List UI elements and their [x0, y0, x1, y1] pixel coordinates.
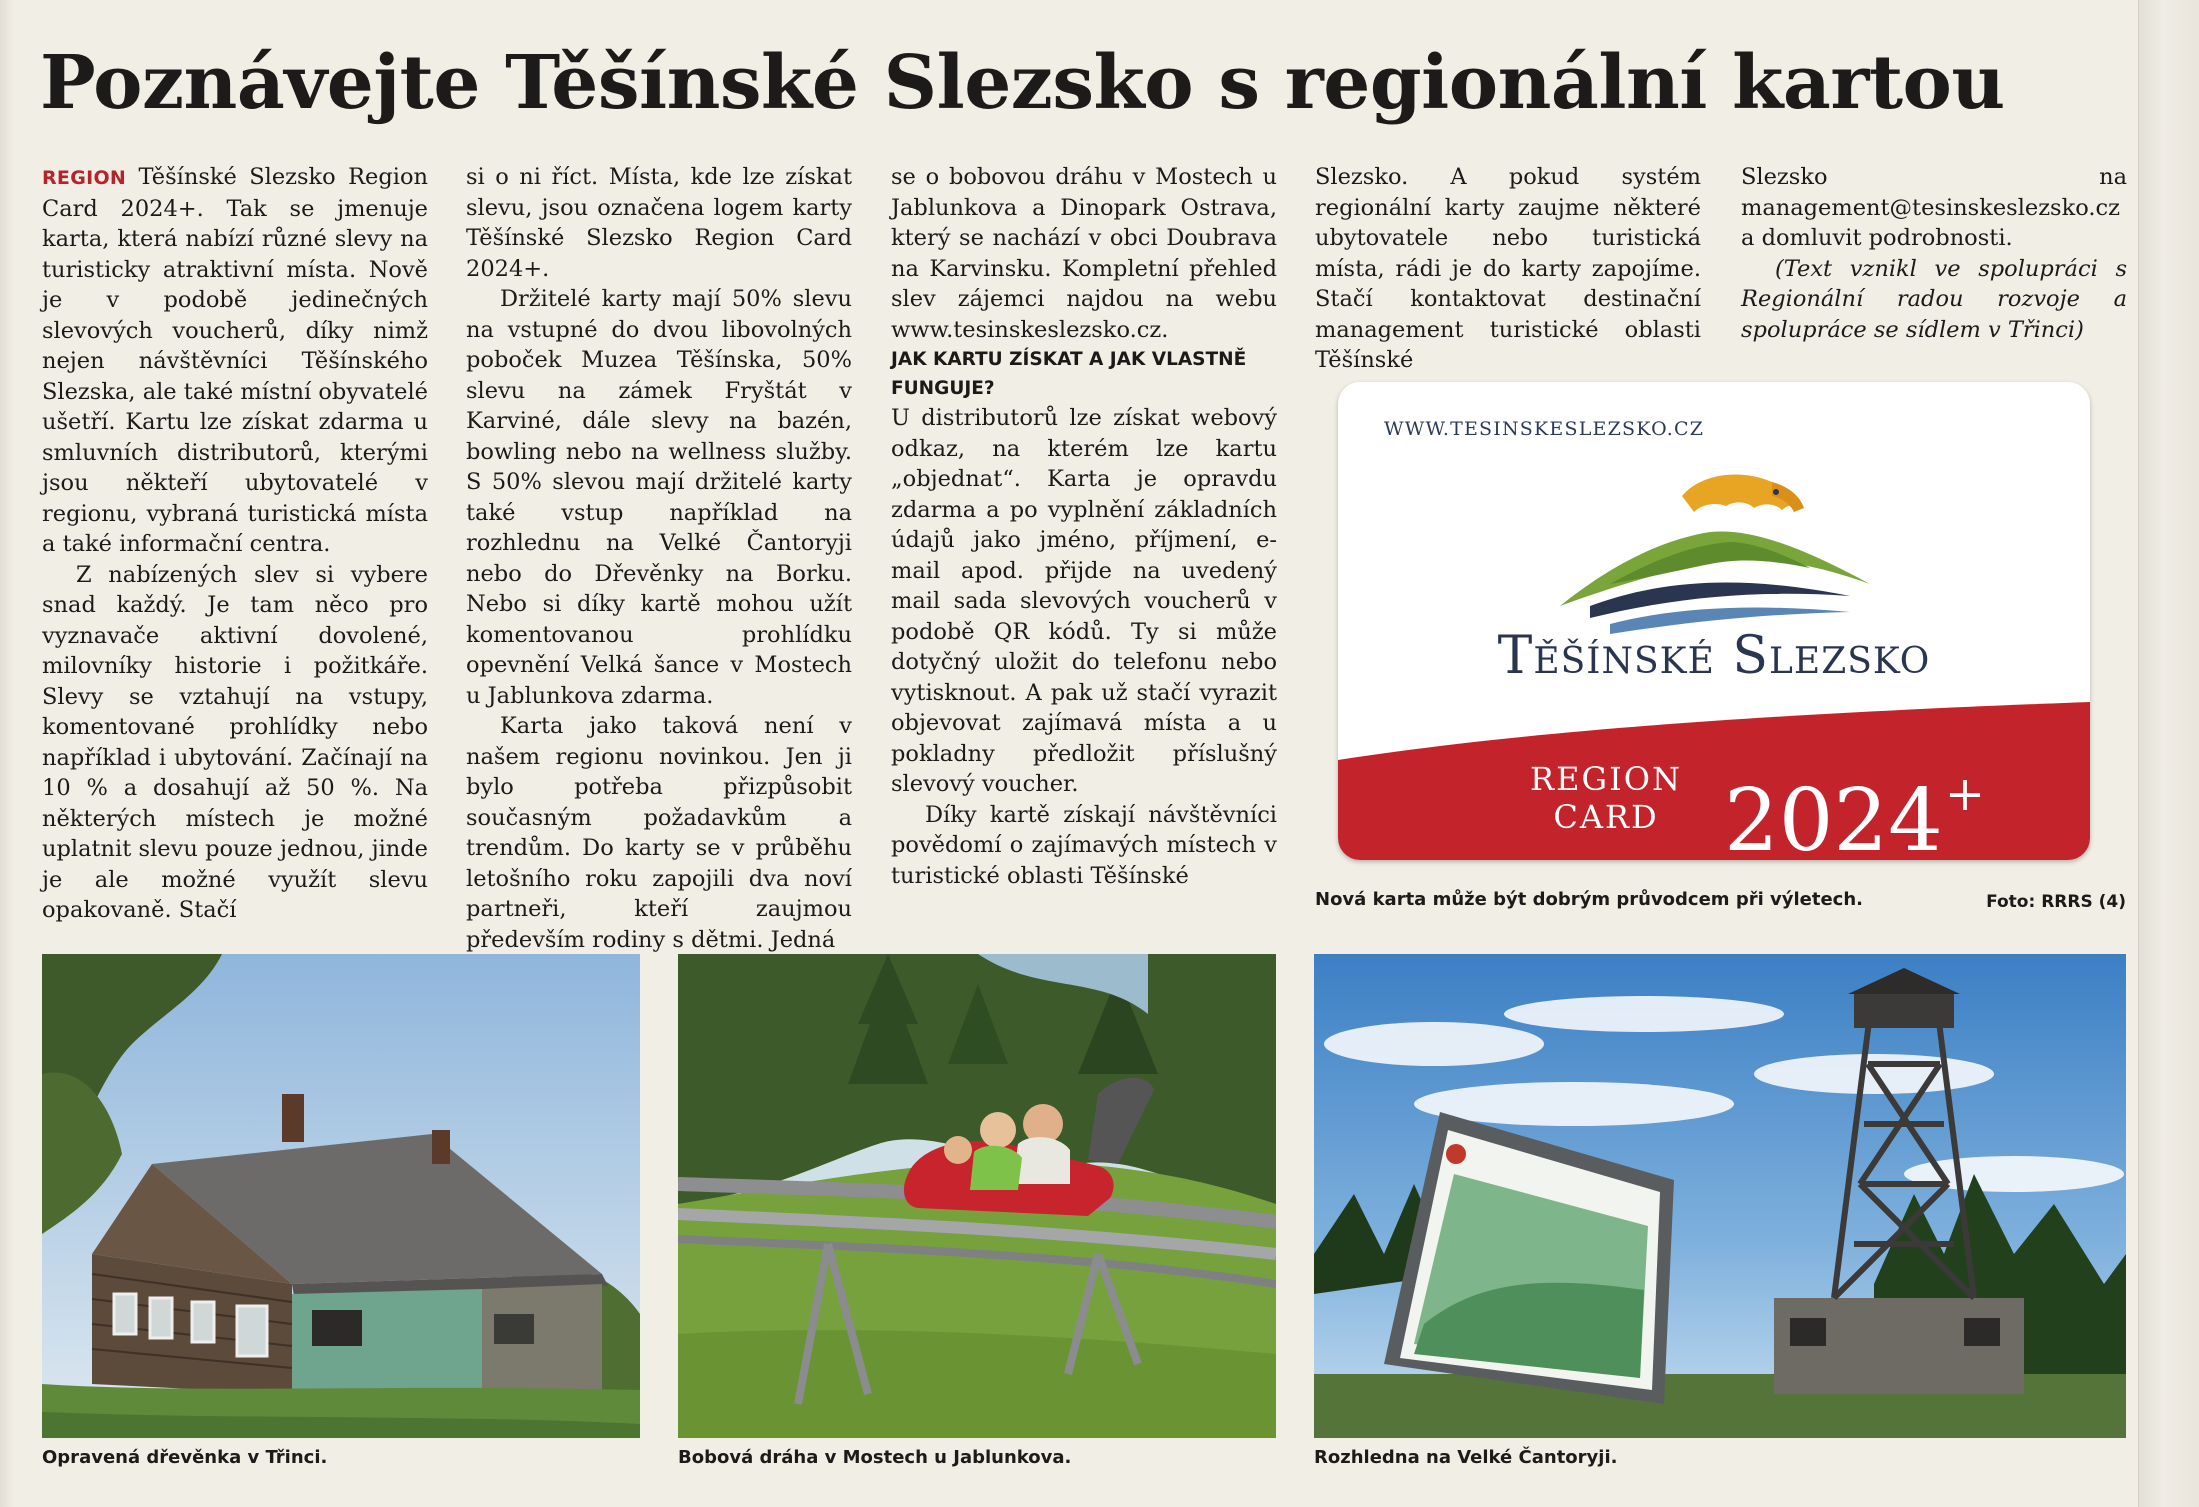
card-year-suffix: +: [1944, 766, 1986, 822]
paragraph: U distributorů lze získat webový odkaz, na kterém lze kartu „objednat“. Karta je opravdu zdarma a po vyplnění základních údajů jako jméno, příjmení, e-mail apod. přijde na uvedený mail sada slevových voucherů v podobě QR kódů. Ty si může dotyčný uložit do telefonu nebo vytisknout. A pak už stačí vyrazit objevovat zajímavá místa a u pokladny předložit příslušný slevový voucher.: [891, 405, 1277, 797]
article-column-4: [1315, 162, 1701, 376]
eagle-logo-icon: [1550, 456, 1880, 636]
card-year-number: 2024: [1724, 771, 1943, 860]
photo2-caption: Bobová dráha v Mostech u Jablunkova.: [678, 1447, 1072, 1468]
card-year: [1724, 744, 1985, 860]
page-edge-right: [2138, 0, 2199, 1507]
card-region-word: REGION: [1530, 760, 1682, 798]
article-column-5: [1741, 162, 2127, 345]
article-column-3: [891, 162, 1277, 891]
photo1-caption: Opravená dřevěnka v Třinci.: [42, 1447, 328, 1468]
headline: Poznávejte Těšínské Slezsko s regionální kartou: [40, 40, 2005, 126]
source-note: (Text vznikl ve spolupráci s Regionální radou rozvoje a spolupráce se sídlem v Třinci): [1741, 255, 2127, 343]
paragraph: [42, 162, 428, 560]
photo-lookout-tower: [1314, 954, 2126, 1438]
photo3-caption: Rozhledna na Velké Čantoryji.: [1314, 1447, 1618, 1468]
photo-bobsled-track: [678, 954, 1276, 1438]
region-card-image: [1338, 382, 2090, 860]
card-caption: Nová karta může být dobrým průvodcem při výletech.: [1315, 889, 1864, 910]
subheading: JAK KARTU ZÍSKAT A JAK VLASTNĚ FUNGUJE?: [891, 349, 1247, 399]
paragraph: si o ni říct. Místa, kde lze získat slevu, jsou označena logem karty Těšínské Slezsko Region Card 2024+.: [466, 164, 852, 282]
paragraph: Z nabízených slev si vybere snad každý. Je tam něco pro vyznavače aktivní dovolené, milovníky historie i požitkáře. Slevy se vztahují na vstupy, komentované prohlídky nebo například i ubytování. Začínají na 10 % a dosahují až 50 %. Na některých místech je možné uplatnit slevu pouze jednou, jinde je ale možné využít slevu opakovaně. Stačí: [42, 561, 428, 923]
card-url: WWW.TESINSKESLEZSKO.CZ: [1384, 418, 1705, 440]
paragraph: Držitelé karty mají 50% slevu na vstupné do dvou libovolných poboček Muzea Těšínska, 50% slevu na zámek Fryštát v Karviné, dále slevy na bazén, bowling nebo na wellness služby. S 50% slevou mají držitelé karty také vstup například na rozhlednu na Velké Čantoryji nebo do Dřevěnky na Borku. Nebo si díky kartě mohou užít komentovanou prohlídku opevnění Velká šance v Mostech u Jablunkova zdarma.: [466, 286, 852, 709]
paragraph: Slezsko na management@tesinskeslezsko.cz a domluvit podrobnosti.: [1741, 164, 2127, 251]
article-column-2: [466, 162, 852, 955]
card-region-label: [1496, 760, 1716, 836]
paragraph: Díky kartě získají návštěvníci povědomí o zajímavých místech v turistické oblasti Těšínské: [891, 801, 1277, 889]
region-tag: REGION: [42, 167, 127, 189]
paragraph: Karta jako taková není v našem regionu novinkou. Jen ji bylo potřeba přizpůsobit současným požadavkům a trendům. Do karty se v průběhu letošního roku zapojili dva noví partneři, kteří zaujmou především rodiny s dětmi. Jedná: [466, 713, 852, 953]
photo-credit: Foto: RRRS (4): [1986, 892, 2126, 912]
photo-wooden-house: [42, 954, 640, 1438]
card-brand: Těšínské Slezsko: [1497, 626, 1931, 686]
paragraph: Slezsko. A pokud systém regionální karty zaujme některé ubytovatele nebo turistická místa, rádi je do karty zapojíme. Stačí kontaktovat destinační management turistické oblasti Těšínské: [1315, 164, 1701, 373]
page-edge-left: [0, 0, 14, 1507]
paragraph: se o bobovou dráhu v Mostech u Jablunkova a Dinopark Ostrava, který se nachází v obci Doubrava na Karvinsku. Kompletní přehled slev zájemci najdou na webu www.tesinskeslezsko.cz.: [891, 164, 1277, 343]
article-column-1: [42, 162, 428, 926]
card-card-word: CARD: [1553, 798, 1659, 836]
paragraph-text: Těšínské Slezsko Region Card 2024+. Tak se jmenuje karta, která nabízí různé slevy na turisticky atraktivní místa. Nově je v podobě jedinečných slevových voucherů, díky nimž nejen návštěvníci Těšínského Slezska, ale také místní obyvatelé ušetří. Kartu lze získat zdarma u smluvních distributorů, kterými jsou někteří ubytovatelé v regionu, vybraná turistická místa a také informační centra.: [42, 164, 428, 557]
